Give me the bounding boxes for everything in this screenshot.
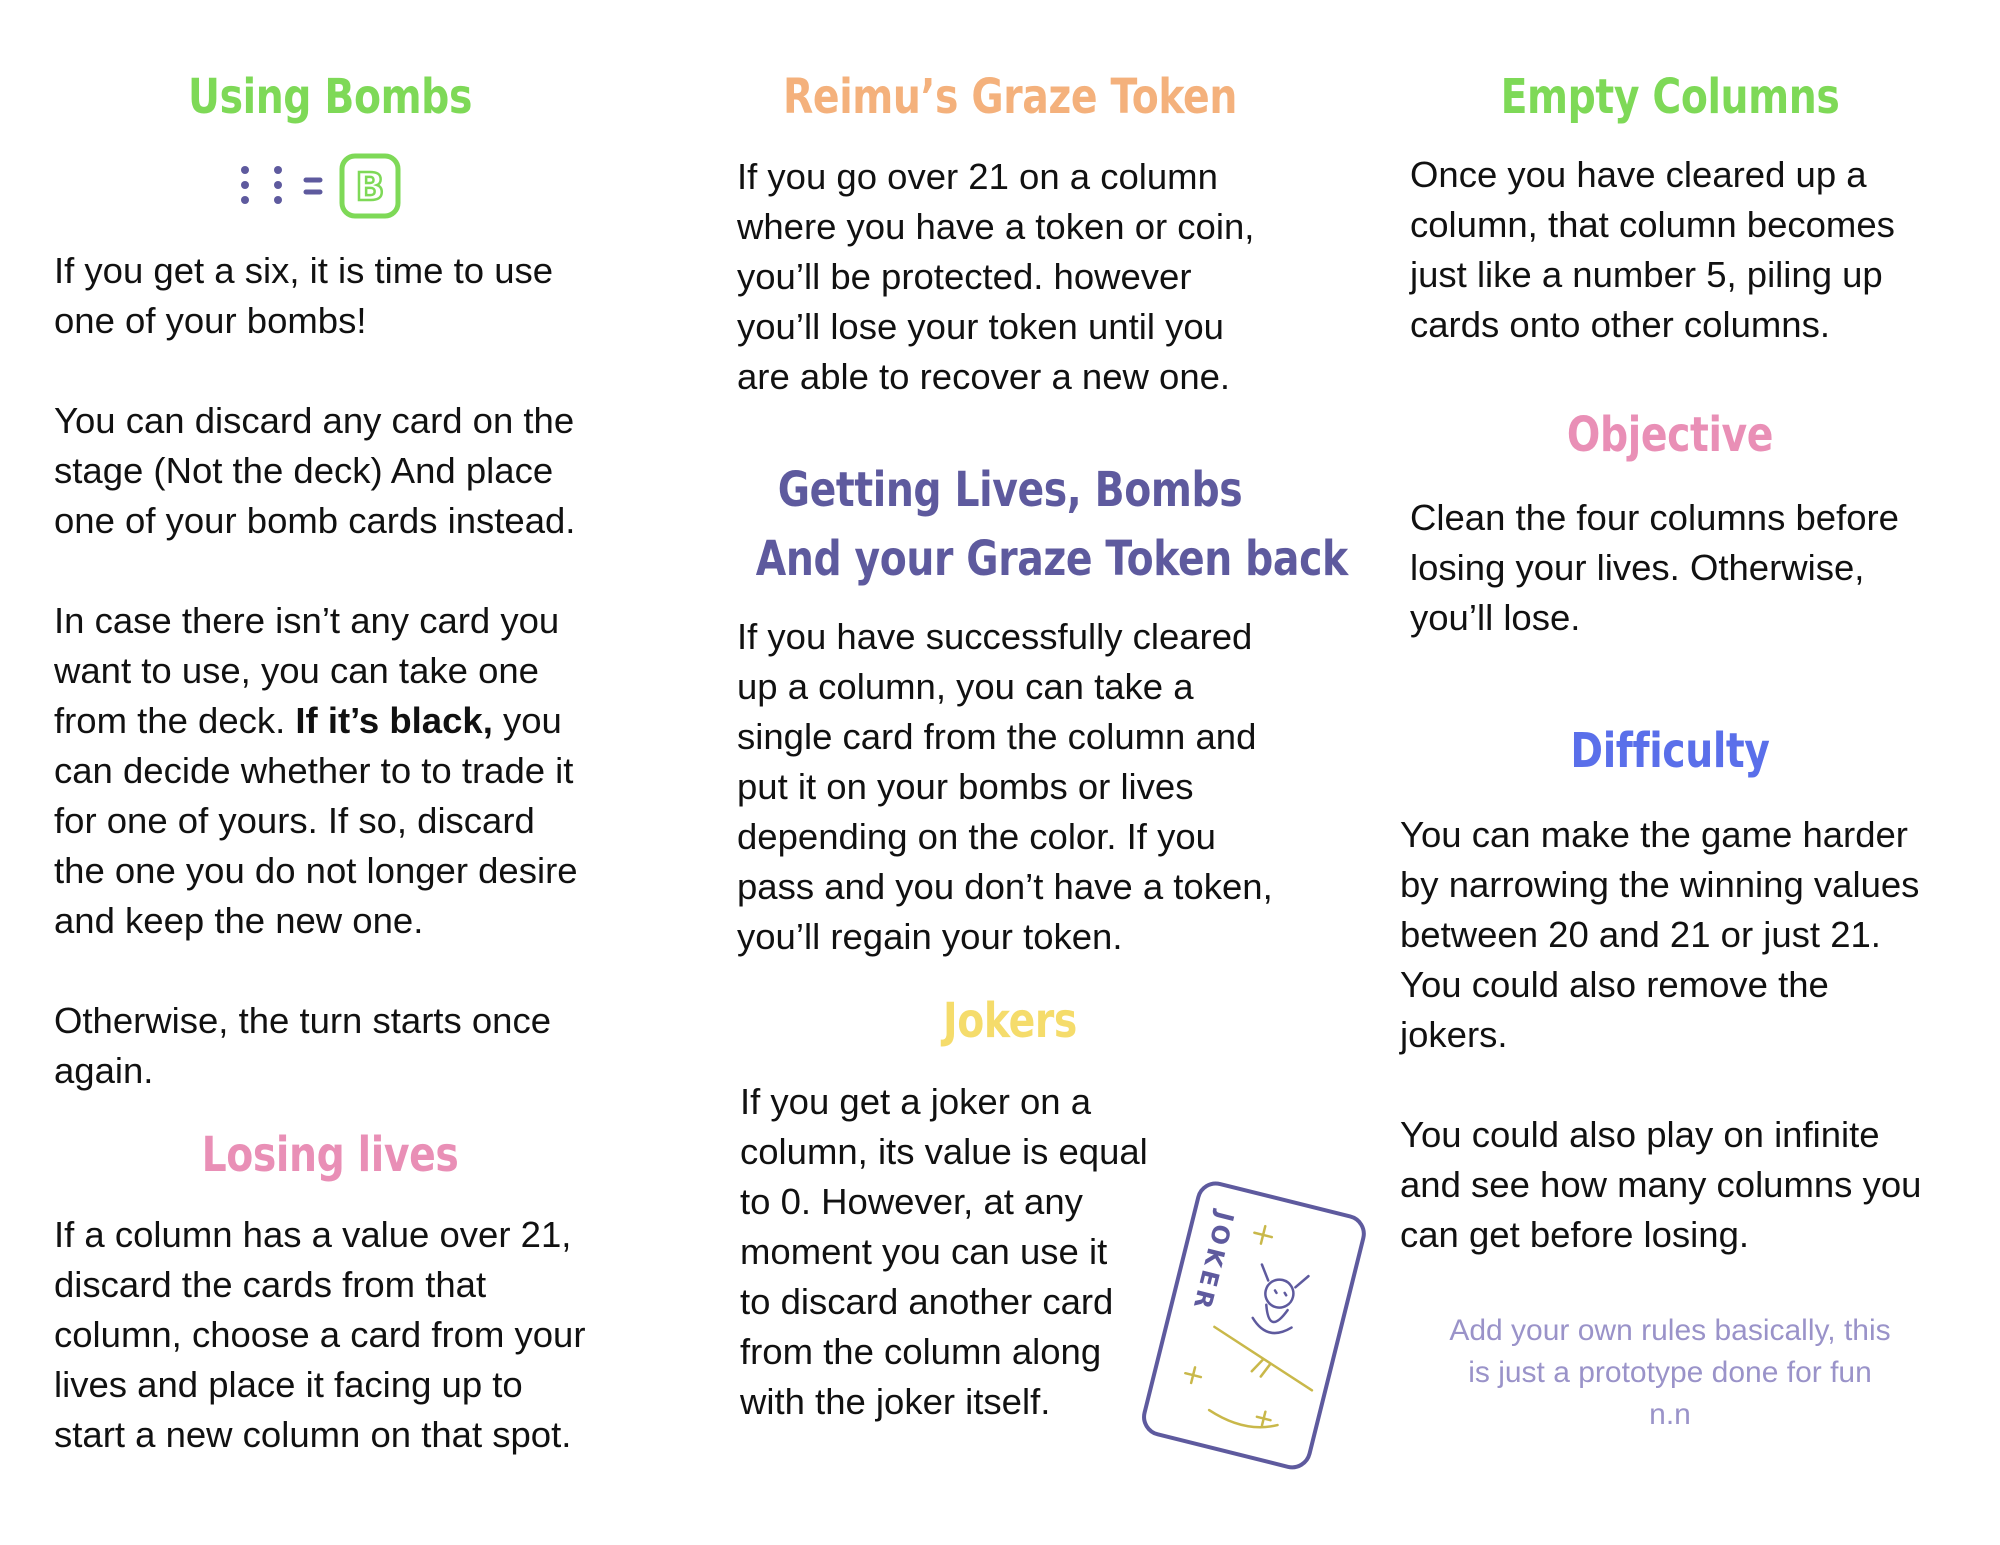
jokers-heading: Jokers — [943, 993, 1077, 1049]
bombs-paragraph-4: Otherwise, the turn starts once again. — [54, 1000, 552, 1091]
difficulty-paragraph-1: You can make the game harder by narrowing the winning values between 20 and 21 or just 21. You could also remove the jokers. — [1400, 814, 1920, 1055]
jokers-paragraph: If you get a joker on a column, its value is equal to 0. However, at any moment you can use it to discard another card from the column along with the joker itself. — [740, 1081, 1148, 1422]
empty-columns-paragraph: Once you have cleared up a column, that column becomes just like a number 5, piling up cards onto other columns. — [1410, 154, 1895, 345]
objective-heading: Objective — [1566, 407, 1774, 463]
getting-lives-heading-line1: Getting Lives, Bombs — [777, 462, 1243, 518]
bomb-card-letter: B — [355, 165, 385, 209]
bombs-paragraph-2: You can discard any card on the stage (Not the deck) And place one of your bomb cards instead. — [54, 400, 576, 541]
using-bombs-heading: Using Bombs — [188, 69, 472, 125]
losing-lives-paragraph: If a column has a value over 21, discard the cards from that column, choose a card from your lives and place it facing up to start a new column on that spot. — [54, 1214, 586, 1455]
graze-token-paragraph: If you go over 21 on a column where you have a token or coin, you’ll be protected. however you’ll lose your token until you are able to recover a new one. — [737, 156, 1255, 397]
black-card-emphasis: If it’s black, — [295, 700, 493, 741]
bomb-symbol-icon — [230, 150, 430, 230]
empty-columns-heading: Empty Columns — [1500, 69, 1840, 125]
getting-lives-paragraph: If you have successfully cleared up a column, you can take a single card from the column and put it on your bombs or lives depending on the color. If you pass and you don’t have a token, you’ll regain your token. — [737, 616, 1273, 957]
joker-card-label: JOKER — [1187, 1208, 1240, 1316]
graze-token-heading: Reimu’s Graze Token — [783, 69, 1237, 125]
bombs-paragraph-1: If you get a six, it is time to use one of your bombs! — [54, 250, 554, 341]
losing-lives-heading: Losing lives — [201, 1127, 459, 1183]
getting-lives-heading-line2: And your Graze Token back — [755, 531, 1348, 587]
joker-card-icon — [1120, 1180, 1400, 1480]
objective-paragraph: Clean the four columns before losing your lives. Otherwise, you’ll lose. — [1410, 497, 1899, 638]
difficulty-paragraph-2: You could also play on infinite and see how many columns you can get before losing. — [1400, 1114, 1922, 1255]
bombs-paragraph-3: In case there isn’t any card you want to use, you can take one from the deck. If it’s black, you can decide whether to to trade it for one of yours. If so, discard the one you do not longer desire and keep the new one. — [54, 600, 578, 941]
prototype-note: Add your own rules basically, this is just a prototype done for fun n.n — [1449, 1314, 1891, 1431]
difficulty-heading: Difficulty — [1570, 723, 1770, 779]
